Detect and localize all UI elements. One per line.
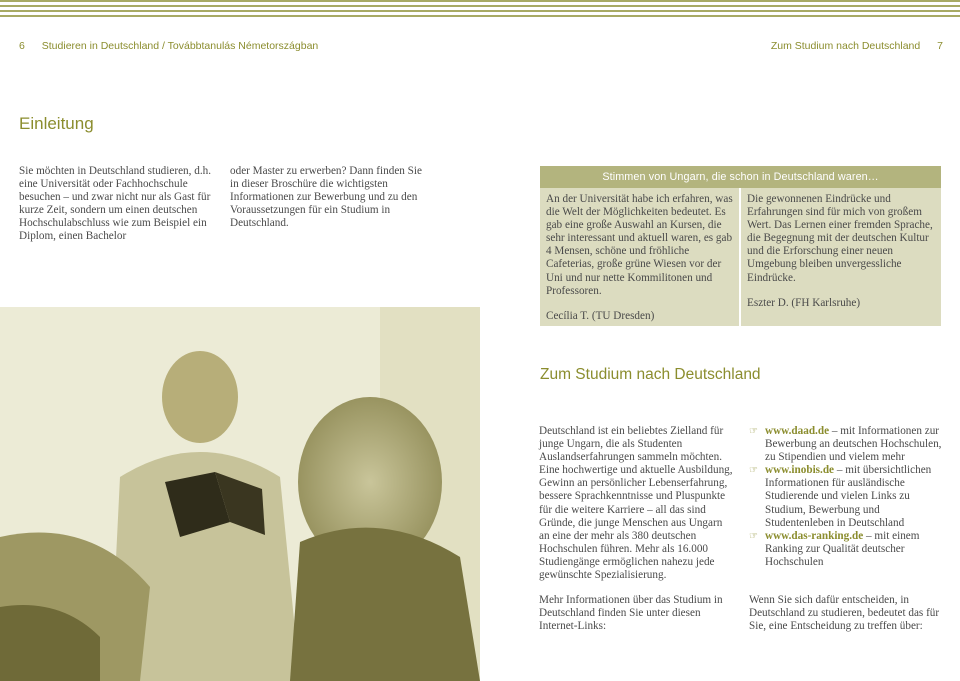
header-left — [19, 40, 318, 52]
testimonial-b — [747, 193, 937, 310]
photo-illustration — [0, 307, 480, 681]
pointing-hand-icon: ☞ — [749, 426, 758, 437]
testimonial-b-text: Die gewonnenen Eindrücke und Erfahrungen sind für mich von großem Wert. Das Lernen einer fremden Sprache, die Begegnung mit der deutschen Kultur und die Erforschung einer neuen Umgebung bleiben unvergessliche Eindrücke. — [747, 193, 933, 284]
testimonial-a — [546, 193, 734, 323]
link-item-inobis — [749, 464, 944, 529]
header-right — [771, 40, 943, 52]
link-daad[interactable]: www.daad.de — [765, 425, 830, 437]
testimonial-heading: Stimmen von Ungarn, die schon in Deutschland waren… — [540, 166, 941, 188]
link-inobis-description: – mit übersichtlichen Informationen für ausländische Studierende und vielen Links zu Studium, Bewerbung und Studentenleben in Deutschland — [765, 464, 932, 529]
link-list — [749, 425, 944, 569]
testimonial-a-signature: Cecília T. (TU Dresden) — [546, 309, 655, 322]
link-item-daad — [749, 425, 944, 464]
main-paragraph-1: Deutschland ist ein beliebtes Zielland für junge Ungarn, die als Studenten Auslandserfahrungen sammeln möchten. Eine hochwertige und aktuelle Ausbildung, Gewinn an persönlicher Lebenserfahrung, bessere Sprachkenntnisse und Pluspunkte für die weitere Karriere – all das sind Gründe, die junge Menschen aus Ungarn an eine der mehr als 380 deutschen Hochschulen führen. Mehr als 16.000 Studiengänge ermöglichen nahezu jede gewünschte Spezialisierung. — [539, 425, 733, 582]
running-title-left: Studieren in Deutschland / Továbbtanulás Németországban — [41, 40, 319, 52]
pointing-hand-icon: ☞ — [749, 530, 758, 542]
link-daad-description: – mit Informationen zur Bewerbung an deutschen Hochschulen, zu Stipendien und vielem mehr — [765, 425, 942, 464]
intro-paragraph-2: oder Master zu erwerben? Dann finden Sie in dieser Broschüre die wichtigsten Informationen zur Bewerbung und zu den Voraussetzungen für ein Studium in Deutschland. — [230, 165, 422, 230]
page-number-left: 6 — [19, 40, 25, 52]
students-photo — [0, 307, 480, 681]
testimonial-divider — [739, 188, 741, 326]
testimonial-a-text: An der Universität habe ich erfahren, was die Welt der Möglichkeiten bedeutet. Es gab eine große Auswahl an Kursen, die sehr interessant und aktuell waren, es gab 4 Mensen, schöne und fröhliche Cafeterias, große grüne Wiesen vor der Uni und nur nette Kommilitonen und Professoren. — [546, 193, 733, 297]
closing-paragraph: Wenn Sie sich dafür entscheiden, in Deutschland zu studieren, bedeutet das für Sie, eine Entscheidung zu treffen über: — [749, 594, 940, 633]
intro-heading: Einleitung — [19, 114, 94, 133]
testimonial-box — [540, 166, 941, 326]
link-item-ranking — [749, 530, 944, 569]
pointing-hand-icon: ☞ — [749, 465, 758, 477]
testimonial-b-signature: Eszter D. (FH Karlsruhe) — [747, 296, 861, 309]
link-ranking[interactable]: www.das-ranking.de — [765, 529, 864, 542]
running-title-right: Zum Studium nach Deutschland — [770, 40, 921, 52]
link-ranking-description: – mit einem Ranking zur Qualität deutscher Hochschulen — [765, 529, 920, 568]
section-heading: Zum Studium nach Deutschland — [540, 366, 761, 383]
intro-paragraph-1: Sie möchten in Deutschland studieren, d.h. eine Universität oder Fachhochschule besuchen – und zwar nicht nur als Gast für kurze Zeit, sondern um einen deutschen Hochschulabschluss wie zum Beispiel ein Diplom, einen Bachelor — [19, 165, 212, 243]
main-paragraph-2: Mehr Informationen über das Studium in Deutschland finden Sie unter diesen Internet-Links: — [539, 594, 723, 633]
page-number-right: 7 — [937, 40, 943, 52]
top-stripes — [0, 0, 960, 22]
link-inobis[interactable]: www.inobis.de — [765, 464, 835, 477]
